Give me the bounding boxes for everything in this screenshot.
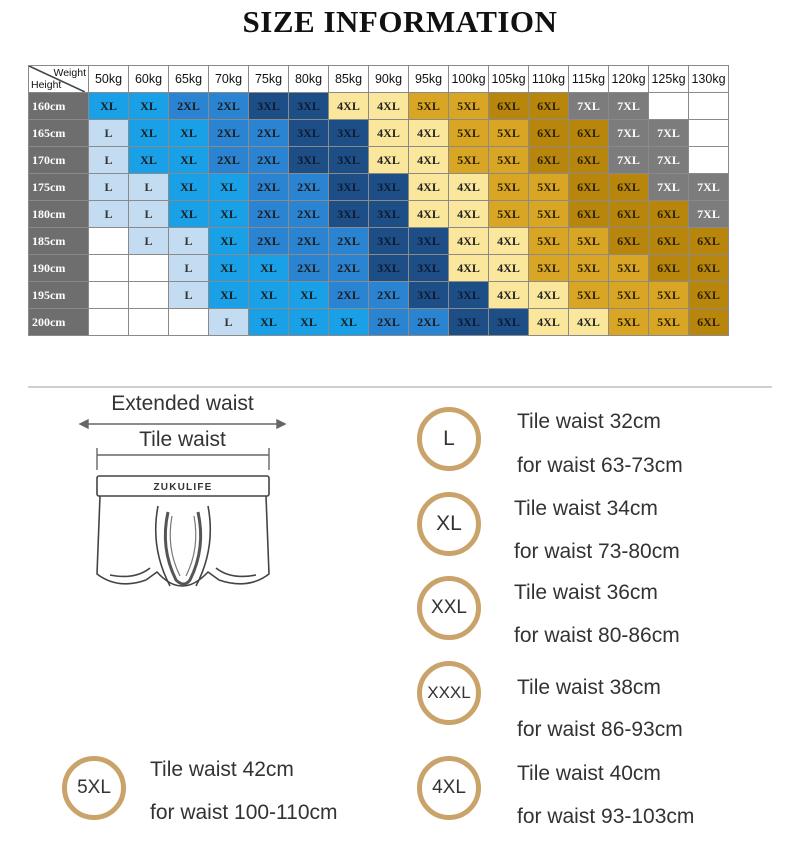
height-cell: 190cm bbox=[29, 255, 89, 282]
size-cell: XL bbox=[209, 174, 249, 201]
size-badge-4xl: 4XL bbox=[417, 756, 481, 820]
size-cell: 7XL bbox=[649, 120, 689, 147]
size-cell: 5XL bbox=[569, 255, 609, 282]
size-cell: 3XL bbox=[289, 120, 329, 147]
height-cell: 175cm bbox=[29, 174, 89, 201]
tile-waist-bracket-icon bbox=[97, 448, 269, 470]
height-cell: 160cm bbox=[29, 93, 89, 120]
size-cell: 4XL bbox=[449, 201, 489, 228]
size-cell: 3XL bbox=[369, 201, 409, 228]
weight-header-cell: 130kg bbox=[689, 66, 729, 93]
size-cell: 4XL bbox=[529, 282, 569, 309]
size-cell: XL bbox=[169, 120, 209, 147]
weight-header-cell: 110kg bbox=[529, 66, 569, 93]
size-cell: 4XL bbox=[449, 174, 489, 201]
size-xl-tile-waist: Tile waist 34cm bbox=[514, 497, 658, 520]
weight-header-cell: 80kg bbox=[289, 66, 329, 93]
size-cell: 5XL bbox=[529, 201, 569, 228]
size-cell: L bbox=[129, 174, 169, 201]
size-cell: 3XL bbox=[449, 282, 489, 309]
height-cell: 180cm bbox=[29, 201, 89, 228]
size-cell: 4XL bbox=[369, 147, 409, 174]
size-cell: 4XL bbox=[569, 309, 609, 336]
size-cell: L bbox=[209, 309, 249, 336]
size-cell: 6XL bbox=[609, 201, 649, 228]
size-cell: XL bbox=[169, 201, 209, 228]
tile-waist-label: Tile waist bbox=[139, 428, 226, 451]
size-l-waist-range: for waist 63-73cm bbox=[517, 454, 683, 477]
size-badge-xl: XL bbox=[417, 492, 481, 556]
size-cell: 6XL bbox=[689, 282, 729, 309]
size-cell: 5XL bbox=[489, 201, 529, 228]
size-cell: 5XL bbox=[609, 282, 649, 309]
size-cell: 7XL bbox=[649, 174, 689, 201]
size-badge-l: L bbox=[417, 407, 481, 471]
size-cell: XL bbox=[209, 228, 249, 255]
size-cell: 5XL bbox=[529, 174, 569, 201]
size-cell: 6XL bbox=[569, 174, 609, 201]
size-cell: 5XL bbox=[649, 309, 689, 336]
size-cell: 2XL bbox=[249, 120, 289, 147]
size-cell: 2XL bbox=[249, 147, 289, 174]
size-cell: 7XL bbox=[569, 93, 609, 120]
size-4xl-tile-waist: Tile waist 40cm bbox=[517, 762, 661, 785]
size-cell: 4XL bbox=[489, 282, 529, 309]
size-cell: 2XL bbox=[169, 93, 209, 120]
size-cell: 2XL bbox=[369, 282, 409, 309]
size-cell: 4XL bbox=[489, 255, 529, 282]
size-cell: 3XL bbox=[409, 282, 449, 309]
size-cell: 4XL bbox=[409, 174, 449, 201]
weight-header-cell: 100kg bbox=[449, 66, 489, 93]
height-axis-label: Height bbox=[31, 79, 62, 91]
size-cell: 2XL bbox=[289, 201, 329, 228]
size-cell: 2XL bbox=[329, 228, 369, 255]
size-cell: 7XL bbox=[609, 147, 649, 174]
size-cell: XL bbox=[129, 93, 169, 120]
height-cell: 170cm bbox=[29, 147, 89, 174]
size-cell: XL bbox=[89, 93, 129, 120]
weight-header-cell: 70kg bbox=[209, 66, 249, 93]
size-cell: L bbox=[169, 282, 209, 309]
size-cell: 4XL bbox=[329, 93, 369, 120]
size-cell: 7XL bbox=[649, 147, 689, 174]
weight-header-cell: 120kg bbox=[609, 66, 649, 93]
size-cell: XL bbox=[249, 309, 289, 336]
size-badge-xxxl: XXXL bbox=[417, 661, 481, 725]
weight-header-cell: 90kg bbox=[369, 66, 409, 93]
size-cell: L bbox=[89, 174, 129, 201]
size-cell: 6XL bbox=[569, 201, 609, 228]
size-cell: 5XL bbox=[569, 282, 609, 309]
size-cell: 6XL bbox=[609, 174, 649, 201]
size-cell: XL bbox=[209, 255, 249, 282]
size-cell: 2XL bbox=[249, 228, 289, 255]
weight-header-cell: 105kg bbox=[489, 66, 529, 93]
size-badge-5xl: 5XL bbox=[62, 756, 126, 820]
size-cell: 6XL bbox=[689, 255, 729, 282]
size-cell: XL bbox=[249, 282, 289, 309]
size-cell: XL bbox=[129, 120, 169, 147]
size-cell: L bbox=[129, 201, 169, 228]
weight-header-cell: 65kg bbox=[169, 66, 209, 93]
size-cell: 5XL bbox=[489, 120, 529, 147]
size-cell: XL bbox=[209, 282, 249, 309]
page-title: SIZE INFORMATION bbox=[242, 4, 558, 39]
size-cell: L bbox=[89, 120, 129, 147]
size-xxl-tile-waist: Tile waist 36cm bbox=[514, 581, 658, 604]
size-cell: 4XL bbox=[529, 309, 569, 336]
size-cell: 2XL bbox=[249, 174, 289, 201]
size-cell: 6XL bbox=[569, 147, 609, 174]
size-cell: XL bbox=[169, 147, 209, 174]
size-cell: 4XL bbox=[449, 255, 489, 282]
size-cell: 6XL bbox=[649, 201, 689, 228]
weight-header-cell: 115kg bbox=[569, 66, 609, 93]
size-cell: XL bbox=[129, 147, 169, 174]
weight-header-cell: 125kg bbox=[649, 66, 689, 93]
height-cell: 195cm bbox=[29, 282, 89, 309]
size-l-tile-waist: Tile waist 32cm bbox=[517, 410, 661, 433]
size-cell: 7XL bbox=[689, 201, 729, 228]
size-cell: 3XL bbox=[329, 120, 369, 147]
size-cell: 3XL bbox=[329, 201, 369, 228]
size-xxxl-waist-range: for waist 86-93cm bbox=[517, 718, 683, 741]
size-cell: 5XL bbox=[609, 309, 649, 336]
size-cell: XL bbox=[249, 255, 289, 282]
height-cell: 165cm bbox=[29, 120, 89, 147]
size-cell: 3XL bbox=[409, 255, 449, 282]
size-cell: 2XL bbox=[249, 201, 289, 228]
size-cell: 5XL bbox=[449, 147, 489, 174]
size-5xl-waist-range: for waist 100-110cm bbox=[150, 801, 338, 824]
size-cell: 5XL bbox=[489, 174, 529, 201]
size-cell: 5XL bbox=[529, 255, 569, 282]
size-cell: 4XL bbox=[369, 93, 409, 120]
size-cell: 2XL bbox=[369, 309, 409, 336]
size-cell: L bbox=[169, 255, 209, 282]
size-cell: XL bbox=[209, 201, 249, 228]
size-cell: 2XL bbox=[289, 228, 329, 255]
size-cell: L bbox=[89, 147, 129, 174]
size-cell: 5XL bbox=[449, 120, 489, 147]
size-cell: 4XL bbox=[409, 201, 449, 228]
size-xxxl-tile-waist: Tile waist 38cm bbox=[517, 676, 661, 699]
size-cell: 6XL bbox=[689, 228, 729, 255]
weight-axis-label: Weight bbox=[53, 67, 86, 79]
size-cell: 7XL bbox=[609, 120, 649, 147]
size-cell: 5XL bbox=[489, 147, 529, 174]
size-cell: L bbox=[169, 228, 209, 255]
weight-header-cell: 50kg bbox=[89, 66, 129, 93]
size-cell: 2XL bbox=[209, 93, 249, 120]
size-cell: L bbox=[89, 201, 129, 228]
size-xl-waist-range: for waist 73-80cm bbox=[514, 540, 680, 563]
size-cell: 6XL bbox=[649, 228, 689, 255]
size-cell: XL bbox=[289, 282, 329, 309]
brand-label: ZUKULIFE bbox=[153, 482, 213, 493]
size-cell: 2XL bbox=[209, 147, 249, 174]
size-xxl-waist-range: for waist 80-86cm bbox=[514, 624, 680, 647]
size-cell: 3XL bbox=[369, 255, 409, 282]
size-cell: 6XL bbox=[529, 93, 569, 120]
size-cell: XL bbox=[289, 309, 329, 336]
size-cell: 3XL bbox=[489, 309, 529, 336]
size-cell: 6XL bbox=[529, 120, 569, 147]
size-cell: 6XL bbox=[609, 228, 649, 255]
size-cell: 5XL bbox=[609, 255, 649, 282]
size-cell: 4XL bbox=[369, 120, 409, 147]
size-cell: 3XL bbox=[449, 309, 489, 336]
size-cell: 6XL bbox=[689, 309, 729, 336]
size-cell: 3XL bbox=[329, 147, 369, 174]
size-cell: 5XL bbox=[449, 93, 489, 120]
size-cell: 6XL bbox=[649, 255, 689, 282]
extended-waist-label: Extended waist bbox=[111, 392, 254, 415]
size-cell: 3XL bbox=[289, 93, 329, 120]
weight-header-cell: 85kg bbox=[329, 66, 369, 93]
extended-waist-arrow-icon bbox=[80, 420, 285, 428]
size-5xl-tile-waist: Tile waist 42cm bbox=[150, 758, 294, 781]
size-cell: 4XL bbox=[409, 120, 449, 147]
size-cell: 6XL bbox=[529, 147, 569, 174]
size-cell: 7XL bbox=[609, 93, 649, 120]
height-cell: 200cm bbox=[29, 309, 89, 336]
size-cell: 2XL bbox=[329, 282, 369, 309]
size-cell: 5XL bbox=[409, 93, 449, 120]
size-cell: L bbox=[129, 228, 169, 255]
weight-header-cell: 60kg bbox=[129, 66, 169, 93]
size-badge-xxl: XXL bbox=[417, 576, 481, 640]
size-cell: 2XL bbox=[289, 255, 329, 282]
size-cell: 3XL bbox=[329, 174, 369, 201]
size-cell: 3XL bbox=[249, 93, 289, 120]
size-cell: 2XL bbox=[289, 174, 329, 201]
size-cell: 3XL bbox=[369, 174, 409, 201]
height-cell: 185cm bbox=[29, 228, 89, 255]
size-cell: 6XL bbox=[569, 120, 609, 147]
size-cell: 2XL bbox=[209, 120, 249, 147]
size-cell: 7XL bbox=[689, 174, 729, 201]
size-cell: 5XL bbox=[649, 282, 689, 309]
size-cell: 3XL bbox=[369, 228, 409, 255]
size-cell: XL bbox=[169, 174, 209, 201]
size-cell: 3XL bbox=[409, 228, 449, 255]
weight-header-cell: 95kg bbox=[409, 66, 449, 93]
size-cell: 5XL bbox=[529, 228, 569, 255]
size-cell: 4XL bbox=[489, 228, 529, 255]
size-cell: XL bbox=[329, 309, 369, 336]
size-cell: 5XL bbox=[569, 228, 609, 255]
size-cell: 4XL bbox=[449, 228, 489, 255]
size-cell: 2XL bbox=[409, 309, 449, 336]
weight-header-cell: 75kg bbox=[249, 66, 289, 93]
size-cell: 2XL bbox=[329, 255, 369, 282]
size-cell: 3XL bbox=[289, 147, 329, 174]
size-cell: 4XL bbox=[409, 147, 449, 174]
size-4xl-waist-range: for waist 93-103cm bbox=[517, 805, 695, 828]
size-cell: 6XL bbox=[489, 93, 529, 120]
